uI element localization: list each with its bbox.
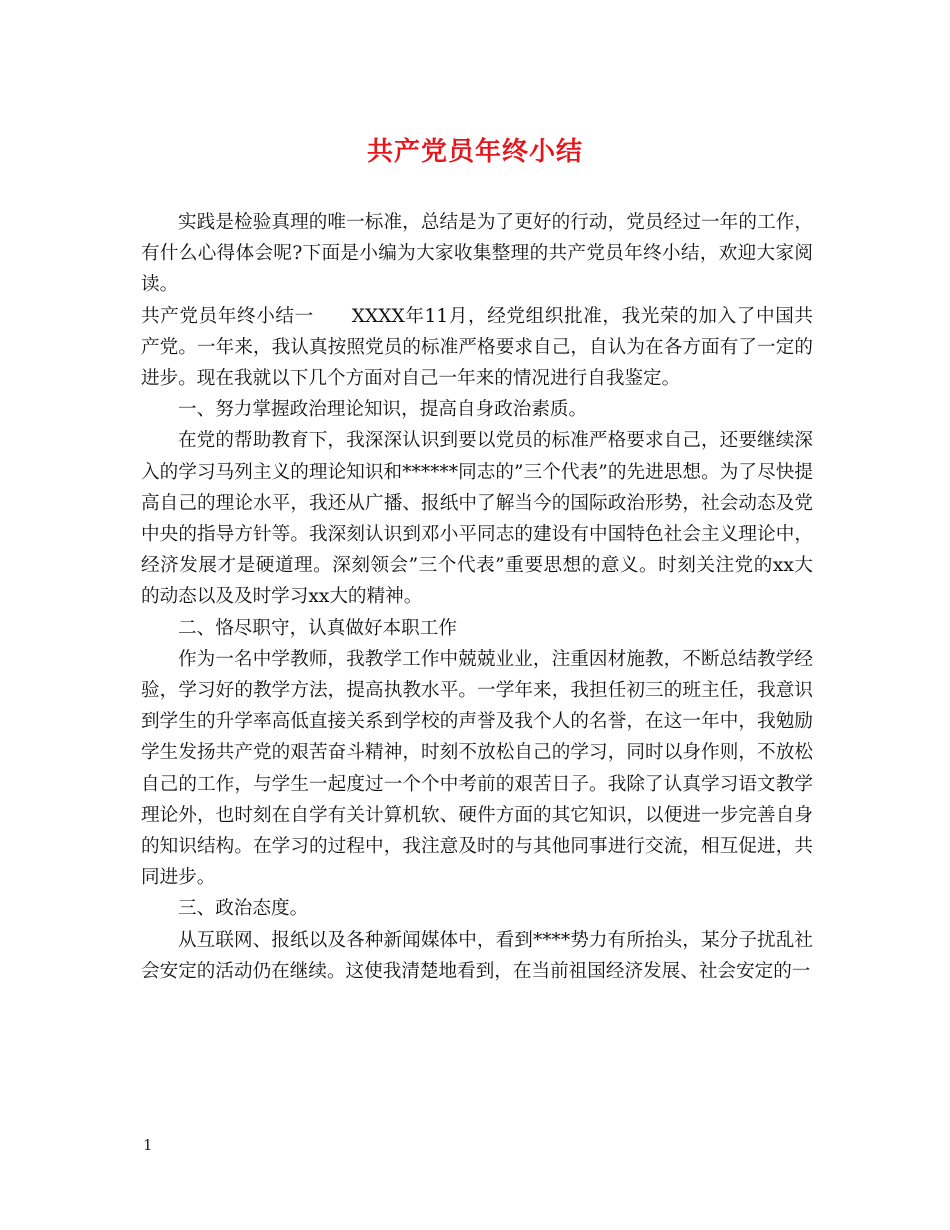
section-paragraph — [141, 301, 813, 395]
page-number: 1 — [143, 1136, 153, 1154]
paragraph-duty: 作为一名中学教师，我教学工作中兢兢业业，注重因材施教，不断总结教学经验，学习好的教学方法，提高执教水平。一学年来，我担任初三的班主任，我意识到学生的升学率高低直接关系到学校的声誉及我个人的名誉，在这一年中，我勉励学生发扬共产党的艰苦奋斗精神，时刻不放松自己的学习，同时以身作则，不放松自己的工作，与学生一起度过一个个中考前的艰苦日子。我除了认真学习语文教学理论外，也时刻在自学有关计算机软、硬件方面的其它知识，以便进一步完善自身的知识结构。在学习的过程中，我注意及时的与其他同事进行交流，相互促进，共同进步。 — [141, 648, 813, 889]
section-text: XXXX年11月，经党组织批准，我光荣的加入了中国共产党。一年来，我认真按照党员的标准严格要求自己，自认为在各方面有了一定的进步。现在我就以下几个方面对自己一年来的情况进行自我鉴定。 — [141, 305, 813, 390]
heading-political-attitude: 三、政治态度。 — [178, 898, 309, 920]
document-body — [141, 207, 813, 987]
paragraph-political-theory: 在党的帮助教育下，我深深认识到要以党员的标准严格要求自己，还要继续深入的学习马列主义的理论知识和******同志的”三个代表”的先进思想。为了尽快提高自己的理论水平，我还从广播、报纸中了解当今的国际政治形势，社会动态及党中央的指导方针等。我深刻认识到邓小平同志的建设有中国特色社会主义理论中，经济发展才是硬道理。深刻领会”三个代表”重要思想的意义。时刻关注党的xx大的动态以及及时学习xx大的精神。 — [141, 430, 813, 608]
heading-political-theory: 一、努力掌握政治理论知识，提高自身政治素质。 — [178, 399, 588, 421]
intro-paragraph: 实践是检验真理的唯一标准，总结是为了更好的行动，党员经过一年的工作，有什么心得体会呢?下面是小编为大家收集整理的共产党员年终小结，欢迎大家阅读。 — [141, 212, 813, 296]
heading-duty: 二、恪尽职守，认真做好本职工作 — [178, 617, 457, 639]
paragraph-political-attitude: 从互联网、报纸以及各种新闻媒体中，看到****势力有所抬头，某分子扰乱社会安定的活动仍在继续。这使我清楚地看到，在当前祖国经济发展、社会安定的一 — [141, 929, 813, 982]
document-title: 共产党员年终小结 — [366, 137, 583, 167]
section-label: 共产党员年终小结一 — [141, 305, 314, 327]
